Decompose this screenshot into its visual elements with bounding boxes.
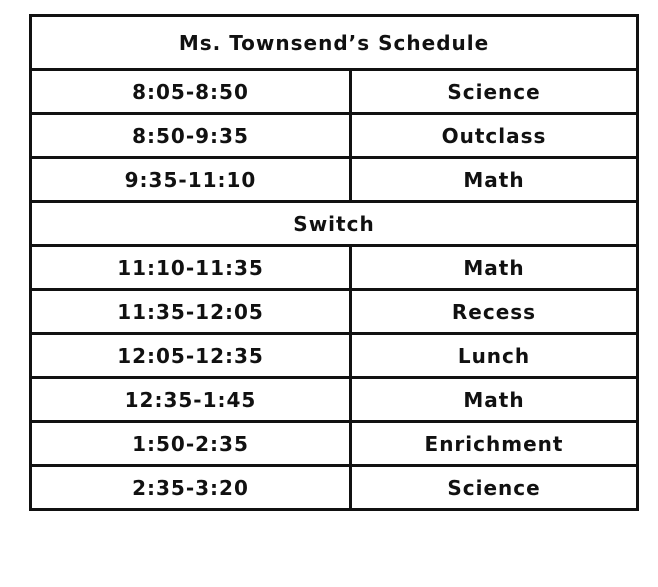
subject-cell: Math — [351, 158, 638, 202]
time-cell: 12:05-12:35 — [31, 334, 351, 378]
table-row — [31, 158, 638, 202]
subject-cell: Outclass — [351, 114, 638, 158]
table-row — [31, 334, 638, 378]
time-cell: 1:50-2:35 — [31, 422, 351, 466]
time-cell: 2:35-3:20 — [31, 466, 351, 510]
time-cell: 11:35-12:05 — [31, 290, 351, 334]
subject-cell: Math — [351, 246, 638, 290]
schedule-table — [29, 14, 639, 511]
subject-cell: Lunch — [351, 334, 638, 378]
title-row — [31, 16, 638, 70]
switch-row — [31, 202, 638, 246]
table-row — [31, 290, 638, 334]
table-row — [31, 466, 638, 510]
table-row — [31, 114, 638, 158]
subject-cell: Math — [351, 378, 638, 422]
subject-cell: Recess — [351, 290, 638, 334]
subject-cell: Science — [351, 70, 638, 114]
time-cell: 9:35-11:10 — [31, 158, 351, 202]
subject-cell: Science — [351, 466, 638, 510]
table-row — [31, 378, 638, 422]
time-cell: 8:50-9:35 — [31, 114, 351, 158]
subject-cell: Enrichment — [351, 422, 638, 466]
schedule-title: Ms. Townsend’s Schedule — [31, 16, 638, 70]
switch-label: Switch — [31, 202, 638, 246]
table-row — [31, 246, 638, 290]
time-cell: 11:10-11:35 — [31, 246, 351, 290]
time-cell: 12:35-1:45 — [31, 378, 351, 422]
table-row — [31, 70, 638, 114]
table-row — [31, 422, 638, 466]
time-cell: 8:05-8:50 — [31, 70, 351, 114]
